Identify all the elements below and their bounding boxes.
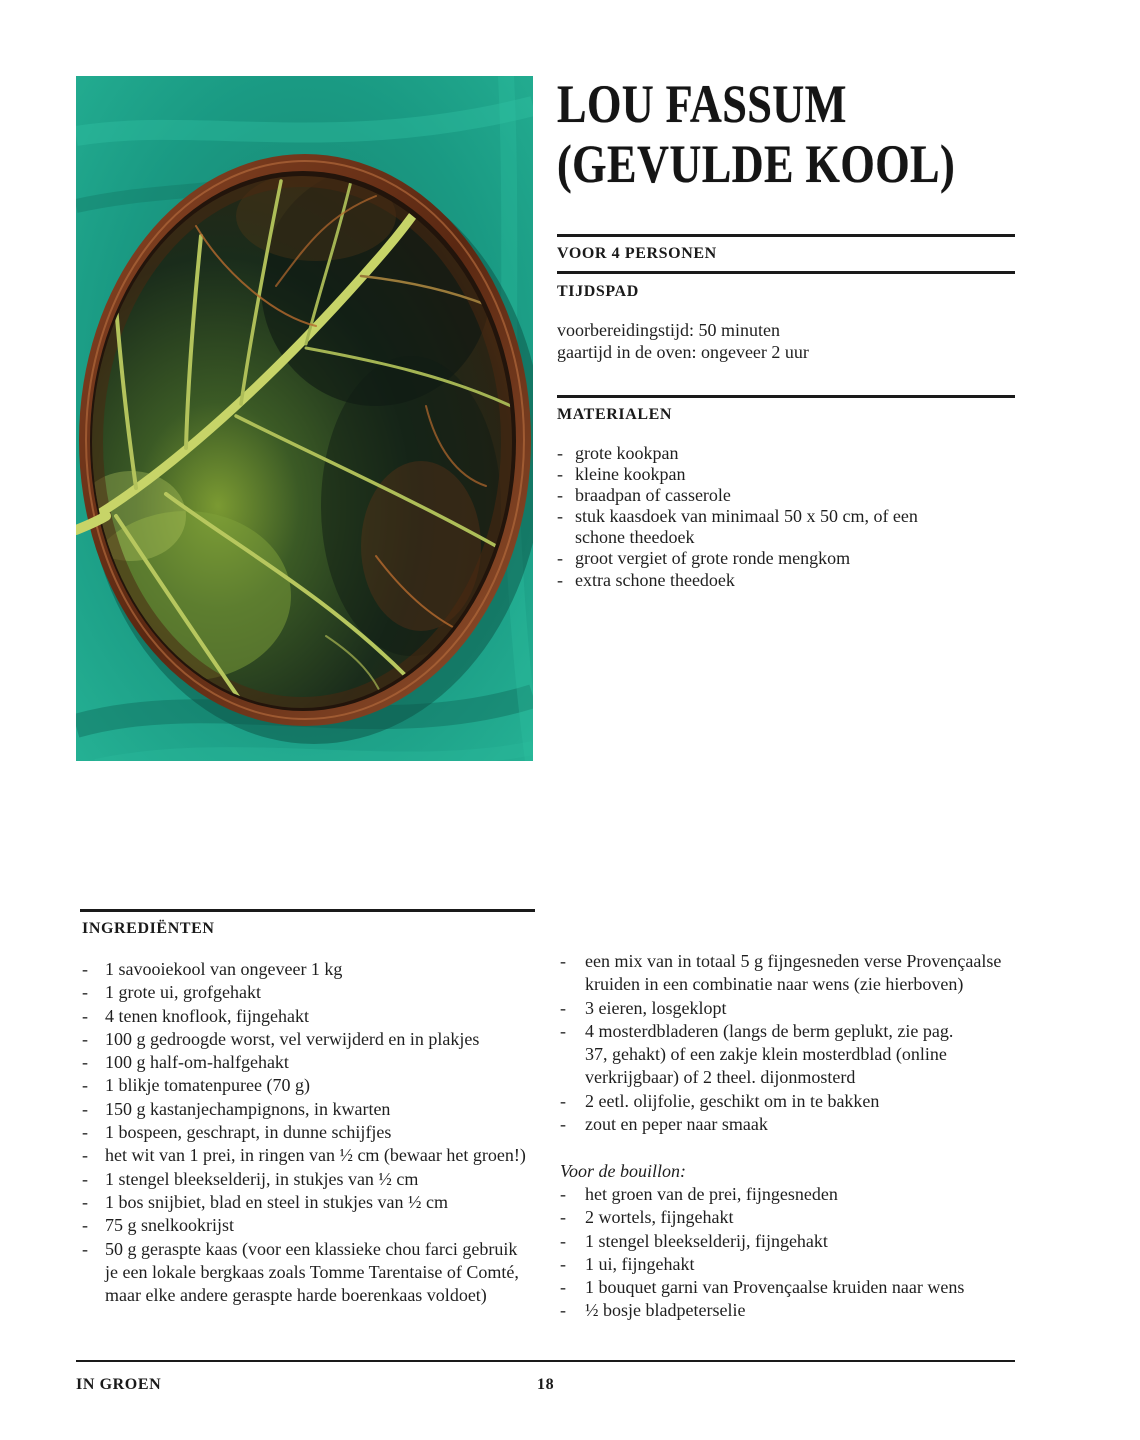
- material-item-text: grote kookpan: [575, 443, 679, 463]
- ingredient-item: [82, 1005, 529, 1028]
- list-bullet: -: [557, 548, 563, 569]
- bouillon-subheading: Voor de bouillon:: [560, 1160, 686, 1181]
- list-bullet: -: [560, 1183, 566, 1204]
- divider: [557, 395, 1015, 398]
- list-bullet: -: [557, 506, 563, 527]
- materials-heading: MATERIALEN: [557, 406, 673, 423]
- ingredient-item: [82, 1121, 529, 1144]
- bouillon-item-text: 1 bouquet garni van Provençaalse kruiden naar wens: [585, 1277, 965, 1298]
- list-bullet: -: [560, 951, 566, 971]
- material-item: [557, 570, 945, 591]
- ingredient-item-text: 1 bospeen, geschrapt, in dunne schijfjes: [105, 1122, 392, 1143]
- bouillon-item-text: ½ bosje bladpeterselie: [585, 1300, 746, 1321]
- list-bullet: -: [560, 1114, 566, 1135]
- recipe-title-line-1: LOU FASSUM: [557, 74, 847, 134]
- ingredient-item: [560, 1020, 1015, 1090]
- ingredient-item: [560, 1090, 1015, 1113]
- ingredient-item-text: 1 stengel bleekselderij, in stukjes van ½ cm: [105, 1168, 419, 1189]
- ingredient-item: [82, 1144, 529, 1167]
- ingredient-item-text: 1 bos snijbiet, blad en steel in stukjes van ½ cm: [105, 1191, 448, 1212]
- servings-heading: VOOR 4 PERSONEN: [557, 245, 717, 262]
- list-bullet: -: [557, 464, 563, 485]
- list-bullet: -: [82, 959, 88, 979]
- bouillon-item-text: 1 stengel bleekselderij, fijngehakt: [585, 1230, 828, 1251]
- ingredient-item-text: 4 tenen knoflook, fijngehakt: [105, 1005, 309, 1026]
- ingredient-item: [82, 958, 529, 981]
- ingredient-item-text: 1 grote ui, grofgehakt: [105, 982, 261, 1003]
- material-item-text: stuk kaasdoek van minimaal 50 x 50 cm, of een schone theedoek: [575, 506, 918, 548]
- bouillon-item-text: 2 wortels, fijngehakt: [585, 1207, 734, 1228]
- list-bullet: -: [82, 1005, 88, 1026]
- ingredient-item: [82, 1051, 529, 1074]
- bouillon-item: [560, 1276, 1015, 1299]
- list-bullet: -: [560, 1207, 566, 1228]
- list-bullet: -: [82, 1238, 88, 1259]
- prep-time: voorbereidingstijd: 50 minuten: [557, 320, 780, 340]
- recipe-title-line-2: (GEVULDE KOOL): [557, 134, 956, 194]
- bouillon-item-text: het groen van de prei, fijngesneden: [585, 1183, 838, 1204]
- ingredient-item-text: het wit van 1 prei, in ringen van ½ cm (bewaar het groen!): [105, 1145, 526, 1166]
- ingredient-item-text: 1 blikje tomatenpuree (70 g): [105, 1075, 310, 1096]
- ingredient-item: [82, 1098, 529, 1121]
- list-bullet: -: [82, 1122, 88, 1143]
- ingredient-item: [82, 981, 529, 1004]
- list-bullet: -: [560, 1090, 566, 1111]
- list-bullet: -: [82, 1168, 88, 1189]
- list-bullet: -: [557, 485, 563, 506]
- timing-details: [557, 320, 809, 363]
- list-bullet: -: [560, 1277, 566, 1298]
- bouillon-item: [560, 1230, 1015, 1253]
- material-item: [557, 443, 945, 464]
- list-bullet: -: [560, 1300, 566, 1321]
- ingredient-item: [560, 997, 1015, 1020]
- ingredient-item: [560, 1113, 1015, 1136]
- bouillon-ingredients-list: [560, 1183, 1015, 1323]
- bouillon-item: [560, 1253, 1015, 1276]
- ingredient-item: [82, 1238, 529, 1308]
- material-item-text: braadpan of casserole: [575, 485, 731, 506]
- list-bullet: -: [82, 1145, 88, 1166]
- ingredient-item: [82, 1074, 529, 1097]
- material-item-text: groot vergiet of grote ronde mengkom: [575, 548, 851, 569]
- ingredient-item-text: 150 g kastanjechampignons, in kwarten: [105, 1098, 391, 1119]
- materials-list: [557, 443, 945, 591]
- ingredients-heading: INGREDIËNTEN: [82, 920, 215, 937]
- divider: [557, 234, 1015, 237]
- footer-divider: [76, 1360, 1015, 1362]
- timing-heading: TIJDSPAD: [557, 283, 639, 300]
- list-bullet: -: [82, 1028, 88, 1049]
- bouillon-item-text: 1 ui, fijngehakt: [585, 1253, 695, 1274]
- divider: [557, 271, 1015, 274]
- recipe-photo: [76, 76, 533, 761]
- bouillon-item: [560, 1299, 1015, 1322]
- ingredient-item-text: 4 mosterdbladeren (langs de berm geplukt, zie pag. 37, gehakt) of een zakje klein mosterdblad (online verkrijgbaar) of 2 theel. dijonmosterd: [585, 1020, 954, 1088]
- list-bullet: -: [82, 1191, 88, 1212]
- ingredient-item-text: 100 g gedroogde worst, vel verwijderd en in plakjes: [105, 1028, 480, 1049]
- list-bullet: -: [560, 1230, 566, 1251]
- ingredient-item: [82, 1028, 529, 1051]
- running-footer-section: IN GROEN: [76, 1376, 162, 1393]
- ingredient-item-text: 2 eetl. olijfolie, geschikt om in te bakken: [585, 1090, 880, 1111]
- stuffed-cabbage-photo: [76, 76, 533, 761]
- ingredients-list-column-1: [82, 958, 529, 1307]
- list-bullet: -: [82, 1098, 88, 1119]
- list-bullet: -: [557, 569, 563, 590]
- ingredient-item-text: 50 g geraspte kaas (voor een klassieke chou farci gebruik je een lokale bergkaas zoals Tomme Tarentaise of Comté, maar elke andere geraspte harde boerenkaas voldoet): [105, 1238, 519, 1306]
- ingredient-item-text: 100 g half-om-halfgehakt: [105, 1052, 289, 1073]
- divider: [80, 909, 535, 912]
- material-item-text: kleine kookpan: [575, 464, 686, 485]
- bouillon-item: [560, 1206, 1015, 1229]
- page-number: 18: [537, 1376, 555, 1393]
- ingredient-item: [82, 1168, 529, 1191]
- material-item: [557, 506, 945, 548]
- list-bullet: -: [82, 1052, 88, 1073]
- ingredients-list-column-2: [560, 950, 1015, 1136]
- list-bullet: -: [560, 1020, 566, 1041]
- ingredients-column-2: [560, 950, 1015, 1323]
- list-bullet: -: [557, 443, 563, 463]
- list-bullet: -: [560, 997, 566, 1018]
- ingredient-item-text: 75 g snelkookrijst: [105, 1215, 234, 1236]
- ingredient-item: [560, 950, 1015, 997]
- material-item-text: extra schone theedoek: [575, 569, 735, 590]
- list-bullet: -: [82, 982, 88, 1003]
- oven-time: gaartijd in de oven: ongeveer 2 uur: [557, 341, 809, 362]
- list-bullet: -: [82, 1215, 88, 1236]
- material-item: [557, 548, 945, 569]
- ingredient-item-text: zout en peper naar smaak: [585, 1114, 768, 1135]
- list-bullet: -: [560, 1253, 566, 1274]
- bouillon-item: [560, 1183, 1015, 1206]
- list-bullet: -: [82, 1075, 88, 1096]
- material-item: [557, 464, 945, 485]
- ingredient-item-text: 3 eieren, losgeklopt: [585, 997, 727, 1018]
- material-item: [557, 485, 945, 506]
- ingredient-item: [82, 1214, 529, 1237]
- ingredient-item-text: 1 savooiekool van ongeveer 1 kg: [105, 959, 343, 979]
- ingredient-item: [82, 1191, 529, 1214]
- recipe-title: [557, 74, 1043, 194]
- ingredient-item-text: een mix van in totaal 5 g fijngesneden verse Provençaalse kruiden in een combinatie naar wens (zie hierboven): [585, 951, 1002, 995]
